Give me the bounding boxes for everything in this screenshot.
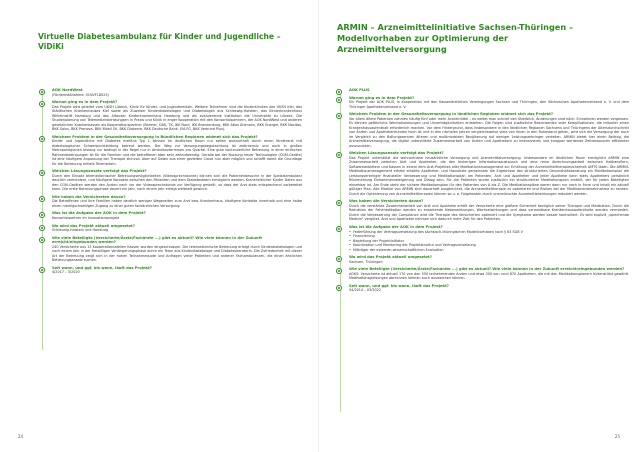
bullet-marker-icon xyxy=(39,101,45,107)
section-problem xyxy=(349,112,629,148)
section-heading: Wie viele Beteiligte (Versicherte/Ärzte/Fachärzte ...) gibt es aktuell? Wie viele können in der Zukunft erreicht/eingebunden werden? xyxy=(52,235,262,245)
section-body: Schleswig-Holstein und Hamburg xyxy=(52,228,109,233)
section-location xyxy=(349,255,629,264)
page-number: 25 xyxy=(614,434,620,439)
bullet-marker-icon xyxy=(336,113,342,119)
section-organization xyxy=(349,88,629,93)
bullet-marker-icon xyxy=(336,152,342,158)
list-item: • Mitträger der externen wissenschaftlichen Evaluation xyxy=(353,248,629,253)
list-item: • Finanzierung xyxy=(353,234,629,239)
bullet-marker-icon xyxy=(39,237,45,243)
bullet-marker-icon xyxy=(336,200,342,206)
bullet-marker-icon xyxy=(336,268,342,274)
section-duration xyxy=(52,266,302,275)
bullet-marker-icon xyxy=(336,226,342,232)
section-location xyxy=(52,224,302,233)
section-heading: Worum ging es in dem Projekt? xyxy=(52,100,118,105)
bullet-marker-icon xyxy=(336,256,342,262)
title-line: ViDiKi xyxy=(38,42,64,51)
title-line: ARMIN – Arzneimittelinitiative Sachsen-Thüringen – xyxy=(337,22,574,32)
section-about xyxy=(52,100,302,132)
section-aok-role xyxy=(349,225,629,252)
section-heading: Wie viele Beteiligte (Versicherte/Ärzte/Fachärzte ...) gibt es aktuell? Wie viele können in der Zukunft erreicht/eingebunden werden? xyxy=(349,267,625,272)
bullet-marker-icon xyxy=(39,89,45,95)
section-heading: AOK PLUS xyxy=(349,88,370,92)
bullet-marker-icon xyxy=(39,196,45,202)
section-heading: Wo wird das Projekt aktuell umgesetzt? xyxy=(52,223,135,228)
section-benefit xyxy=(52,195,302,209)
section-duration xyxy=(349,284,629,293)
section-participants xyxy=(349,267,629,281)
bullet-marker-icon xyxy=(39,212,45,218)
section-body: Die Betroffenen und ihre Familien haben deutlich weniger Wegezeiten zum Arzt bzw. Krankenhaus, häufigere Kontakte innerhalb und eine halbe einen niedrigschwelligen Zugang zu einer guten fachärztlichen Versorgung. xyxy=(52,199,302,208)
section-heading: Worum ging es in dem Projekt? xyxy=(349,95,415,100)
section-problem xyxy=(52,135,302,167)
section-body: Kinder und Jugendliche mit Diabetes mellitus Typ 1 können im ländlichen Raum nur selten wohnortnah durch einen Kinderarzt mit diabetologischer Schwerpunktbildung betreut werden. Der Weg zur Versorgungsbegutachtung ist zeitintensiv und auch in großen Metropolregionen bislang nur bedingt in der Regel nur in Ambulanzterminen pro Quartal. Eine gute kontinuierliche Betreuung in einer einfachen Rahmenbedingungen ist für die Familien und die betroffenen aber sehr zeitaufwendig. Gerade bei der Nutzung neuer Technologien (CGM-Geräte) ist eine häufigere Anpassung der Therapie sinnvoll. Aber auf Daten aus einer gezielten Cloud nun aber möglich und schafft damit die Grundlage für die Betreuung mittels Telemedizin. xyxy=(52,139,302,166)
left-page-title xyxy=(38,32,308,52)
section-body: 240 Versicherte aus 15 Kooperationsstellen Kassen wurden eingeschlossen. Die telemedizinische Betreuung erfolgt durch Kinderdiabetologen und noch einem Jahr in der freiwilligen Verlängerungsphase durch ein Team aus Kinderdiabetologe und Diabetesberaterin. Die Zufriedenheit mit dieser Art der Betreuung zeigt sich in der hohen Teilnahmequote und Anfragen vieler Patienten und anderer Fachambulanzen, die einen ähnlichen Betreuungsansatz suchen. xyxy=(52,244,302,263)
bullet-marker-icon xyxy=(336,285,342,291)
title-line: Arzneimittelversorgung xyxy=(337,44,447,54)
section-aok-role xyxy=(52,211,302,220)
section-heading: Was ist die Aufgabe der AOK in dem Projekt? xyxy=(52,211,146,216)
section-body: Das Projekt wird geleitet vom UKSH Lübeck, Klinik für Kinder- und Jugendmedizin. Weitere Teilnehmer sind die Kinderkliniken des UKSH Kiel, des Städtischen Krankenhauses Kiel sowie als Zuweiser Kinderdiabetologen und Diabetologen aus Schleswig-Holstein, das Kinderkrankenhaus Wilhelmstift Hamburg und das Altonaer Kinderkrankenhaus Hamburg und als evaluierende Institution die Universität zu Lübeck. Die Studienplanung von Telemedizinberatungsen in Praxis und Klinik in enger Kooperation mit den Konsortialpartnern, der AOK NordWest und anderen gesetzlichen Krankenkassen als Kooperationspartner (Barmer, DAK, TK, IKK Nord, IKK Brandenburg, BKK Atlas Ahlmann, BKK Energie, BKK Novitas, BKK Salus, BKK Pronova, BKK Mobil Oil, BKK Diakonie, BKK Deutsche Bank, SVLFG, BKK Verbund Plus). xyxy=(52,104,302,132)
title-line: Modellvorhaben zur Optimierung der xyxy=(337,33,509,43)
section-organization xyxy=(52,88,302,97)
right-page-title xyxy=(337,22,607,55)
section-body: (Fördermaßnahme: 01NVF18023) xyxy=(52,92,109,97)
section-heading: Welchem Problem in der Gesundheitsversorgung in Bündlichen Regionen widmet sich das Projekt? xyxy=(52,134,258,139)
bullet-marker-icon xyxy=(39,267,45,273)
section-body: Durch die verstärkte Zusammenarbeit von Arzt und Apotheke erhält der Versicherte eine größere Sicherheit bezüglich seiner Therapie und Medikation. Durch die Reduktion der Fehlmedikation werden zu erwartende Nebenwirkungen, Wechselwirkungen und dass vermeidbare Krankenhausaufenthalte werden vermieden. Durch die Verbesserung der Compliance wird die Therapie des Versicherten optimiert und die Symptome werden besser kontrolliert. Es wird explizit „sprechende Medizin“ vergütet. Arzt und Apotheker nehmen sich dadurch mehr Zeit für den Patienten. xyxy=(349,203,629,222)
list-item: • Federführung der Vertragsumsetzung des sächsisch-thüringischen Modellvorhaben nach § 63 SGB V xyxy=(353,230,629,235)
section-heading: AOK NordWest xyxy=(52,88,83,92)
section-body: Vor allem ältere Patienten nehmen häufig fünf oder mehr Arzneimittel – es weitet man schnell den Überblick, Änderungen sind höch. Einnahmen werden vergessen. Es können gefährliche Wechselwirkungen und Unverträglichkeiten entstehen. Die Folgen sind zusätzliche Beschwerden oder Komplikationen, die mitunter einen Krankenhausaufenthalt erforderlich machen. Vor dem Hintergrund, dass insbesondere in den ländlichen Regionen Sachsens und Thüringens der Altersdurchschnitt von Ärzten und Apothekenkunden hoch ist und in den nächsten Jahren vergleichsweise viele von ihnen in den Ruhestand gehen, wird sich die Versorgung der auch im Vergleich zu den Ballungszentren älteren und multimorbiden Bevölkerung auf weniger Leistungserbringer verteilen. ARMIN bietet hier einen Beitrag, die Arzneimittelversorgung, die digital unterstützte Zusammenarbeit von Ärzten und Apothekern zu intensivieren und knapper werdende Zeitressourcen effizienter auszunutzen. xyxy=(349,116,629,148)
section-solution xyxy=(349,151,629,196)
bullet-marker-icon xyxy=(336,89,342,95)
right-page-content xyxy=(349,88,629,296)
bullet-marker-icon xyxy=(39,225,45,231)
bullet-marker-icon xyxy=(336,97,342,103)
timeline-line xyxy=(42,92,43,350)
section-body: Das Projekt unterstützt die wohnortnahe hausärztliche Versorgung und Arzneimittelversorgung. Insbesondere im ländlichen Raum ermöglicht ARMIN eine Zusammenarbeit zwischen Arzt und Apotheker, die den bisherigen Informationsaustausch und eine reine Abrechnungsarbeit zwischen Heilberuflern, Softwareanbietern und Kassen in einem dem Arzt-Projektes aller Medikationsmanagement zur Erhöhung der Arzneimitteltherapiesicherheit AMTS lösen. Die ARMIN-Medikationsmanagement erhebt erhöhte Apotheker- und Hausärzte gemeinsam die Ergebnisse des strukturierten Gesundheitsberatung ein Medikationsplan die Leistungserbringer finanzieller Verbesserung und Medikationsplan am Patienten, Arzt und Apotheker und jeder Apotheke kann stets Apothekers persönlich Rückmeldung Einkommenssteigerung und Dialog sein. Für die Patienten wurde zusätzlich ein strukturierter Medikationsplan erstellt, der für jeden Beteiligten einsehbar ist. Am Ende steht der sichere Medikationsplan für den Patienten von A bis Z. Die Medikationspläne waren dann nur noch in Form und Inhalt ein aktuell gültiger Plan. Alle Module von ARMIN sind dauerhaft ausgerichtet, die Arzneimitteltherapie zu optimieren und Risiken bei der Medikamenteneinnahme zu senken. Durch die Optimierung von Arzneimitteltherapien können so u. a. Folgekosten durch unerwünschte Arzneimittelwirkungen reduziert werden. xyxy=(349,155,629,196)
section-benefit xyxy=(349,199,629,222)
aok-role-list xyxy=(349,230,629,253)
timeline-line xyxy=(340,92,341,412)
section-heading: Welchen Lösungsansatz verfolgt das Projekt? xyxy=(349,151,444,156)
page-number: 24 xyxy=(18,434,24,439)
section-heading: Welchen Lösungsansatz verfolgt das Projekt? xyxy=(52,169,147,174)
list-item: • Koordination und Monitoring der Projektstruktur und Vertragsumsetzung xyxy=(353,243,629,248)
section-body: Durch den Einsatz telemedizinischer Betreuungsmöglichkeiten (Videosprechstunde) können sich die Patientenbesuche in der Spezialambulanz deutlich vermindern, und häufigere Kontakte zwischen den Patienten und dem Diabetesteam ermöglicht werden. Krankheitlicher Kinder Daten aus den CGM-Geräten werden den Ärzten nach vor der Videosprechstunde zur Verfügung gestellt, so dass der Arzt stets entsprechend vorbereitet kann. Die erste Betreuungsphase dauert ein Jahr, nach einem Jahr erfolgt weltweit gewinnt. xyxy=(52,173,302,192)
section-body: Konsortialpartner im Innovationsprojekt xyxy=(52,216,120,221)
bullet-marker-icon xyxy=(39,170,45,176)
section-heading: Was ist die Aufgabe der AOK in dem Projekt? xyxy=(349,224,443,229)
section-body: 4/2017 – 3/2020 xyxy=(52,270,80,275)
section-heading: Welchem Problem in der Gesundheitsversorgung in ländlichen Regionen widmet sich das Projekt? xyxy=(349,112,553,117)
section-heading: Wo wird das Projekt aktuell umgesetzt? xyxy=(349,255,432,260)
section-body: Sachsen, Thüringen xyxy=(349,259,383,264)
section-body: Ein Projekt der AOK PLUS, in Kooperation mit den Kassenärztlichen Vereinigungen Sachsen und Thüringen, den Sächsischen Apothekerverband e. V. und dem Thüringer Apothekerverband e. V. xyxy=(349,100,629,109)
section-body: 04/2014 – 03/2022 xyxy=(349,288,382,293)
right-page xyxy=(319,0,638,452)
section-heading: Seit wann, und ggf. bis wann, läuft das Projekt? xyxy=(52,265,152,270)
section-heading: Was haben die Versicherten davon? xyxy=(349,199,424,204)
section-heading: Wie haben die Versicherten davon? xyxy=(52,194,126,199)
bullet-marker-icon xyxy=(39,136,45,142)
left-page-content xyxy=(52,88,302,278)
section-solution xyxy=(52,169,302,192)
title-line: Virtuelle Diabetesambulanz für Kinder und Jugendliche – xyxy=(38,32,281,41)
section-participants xyxy=(52,236,302,263)
section-about xyxy=(349,96,629,110)
section-body: AOKS: Versicherte ist aktuell 170 von den 550 teilnehmenden Ärzten und etwa 300 von rund 870 Apotheken, die mit den Medikationsplanern türtenstützt gewählt. Medikationsgleisungen abrechnen können auch ausweichen können. xyxy=(349,271,629,281)
section-heading: Seit wann, und ggf. bis wann, läuft das Projekt? xyxy=(349,283,449,288)
list-item: • Begleitung der Projektinitiator xyxy=(353,239,629,244)
